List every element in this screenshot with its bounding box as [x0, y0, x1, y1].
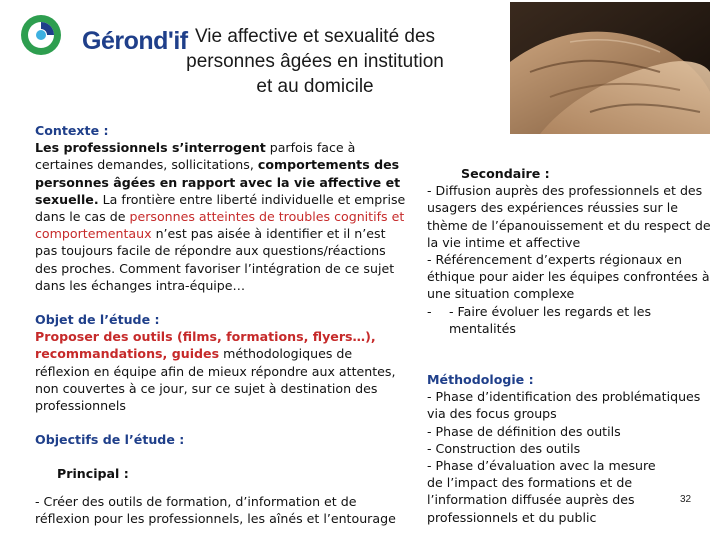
title-line-1: Vie affective et sexualité des [194, 26, 436, 47]
logo-text: Gérond'if [82, 27, 188, 55]
left-column [35, 122, 408, 527]
methodo-item-1: - Phase d’identification des problématiques via des focus groups [427, 389, 701, 422]
secondaire-item-1: - Diffusion auprès des professionnels et des usagers des expériences réussies sur le thème de l’épanouissement et du respect de la vie intime et affective [427, 183, 711, 250]
contexte-s4: La frontière entre liberté individuelle et emprise dans le cas de [35, 191, 406, 225]
title-line-3: et au domicile [256, 76, 374, 97]
contexte-s6: n’est pas aisée à identifier et il n’est pas toujours facile de répondre aux questions/réactions des proches. Comment favoriser l’intégration de ce sujet dans les échanges intra-équipe… [35, 226, 395, 293]
contexte-s1: Les professionnels s’interrogent [35, 140, 266, 156]
contexte-heading: Contexte : [35, 123, 109, 138]
right-column [427, 165, 717, 526]
secondaire-item-3 [427, 303, 717, 337]
title-line-2: personnes âgées en institution [186, 51, 444, 72]
objet-s1: Proposer des outils (films, formations, flyers…), recommandations, guides [35, 329, 376, 362]
objet-heading: Objet de l’étude : [35, 312, 160, 328]
objet-s2: méthodologiques de réflexion en équipe afin de mieux répondre aux attentes, non couvertes à ce jour, sur ce sujet à destination des professionnels [35, 346, 396, 414]
dash-marker: - [427, 303, 432, 319]
methodo-item-4: - Phase d’évaluation avec la mesure de l’impact des formations et de l’information diffusée auprès des professionnels et du public [427, 458, 656, 525]
contexte-s2: parfois face à certaines demandes, sollicitations, [35, 140, 356, 173]
methodo-item-3: - Construction des outils [427, 440, 581, 456]
page-number: 32 [680, 494, 692, 505]
principal-heading: Principal : [57, 466, 129, 482]
secondaire-heading: Secondaire : [461, 166, 550, 181]
objet-paragraph [35, 328, 408, 414]
secondaire-item-3-text: - Faire évoluer les regards et les mentalités [449, 303, 652, 336]
contexte-paragraph [35, 139, 408, 294]
secondaire-item-2: - Référencement d’experts régionaux en éthique pour aider les équipes confrontées à une situation complexe [427, 252, 710, 302]
contexte-s3: comportements des personnes âgées en rapport avec la vie affective et sexuelle. [35, 157, 401, 207]
methodo-item-2: - Phase de définition des outils [427, 423, 621, 439]
objectifs-heading: Objectifs de l’étude : [35, 432, 185, 448]
swirl-logo-icon [18, 12, 64, 58]
slide-title [155, 24, 475, 99]
contexte-s5: personnes atteintes de troubles cognitifs et comportementaux [35, 209, 405, 242]
methodo-heading: Méthodologie : [427, 372, 534, 388]
hands-photo [510, 2, 710, 134]
principal-text: - Créer des outils de formation, d’information et de réflexion pour les professionnels, les aînés et l’entourage [35, 493, 396, 526]
